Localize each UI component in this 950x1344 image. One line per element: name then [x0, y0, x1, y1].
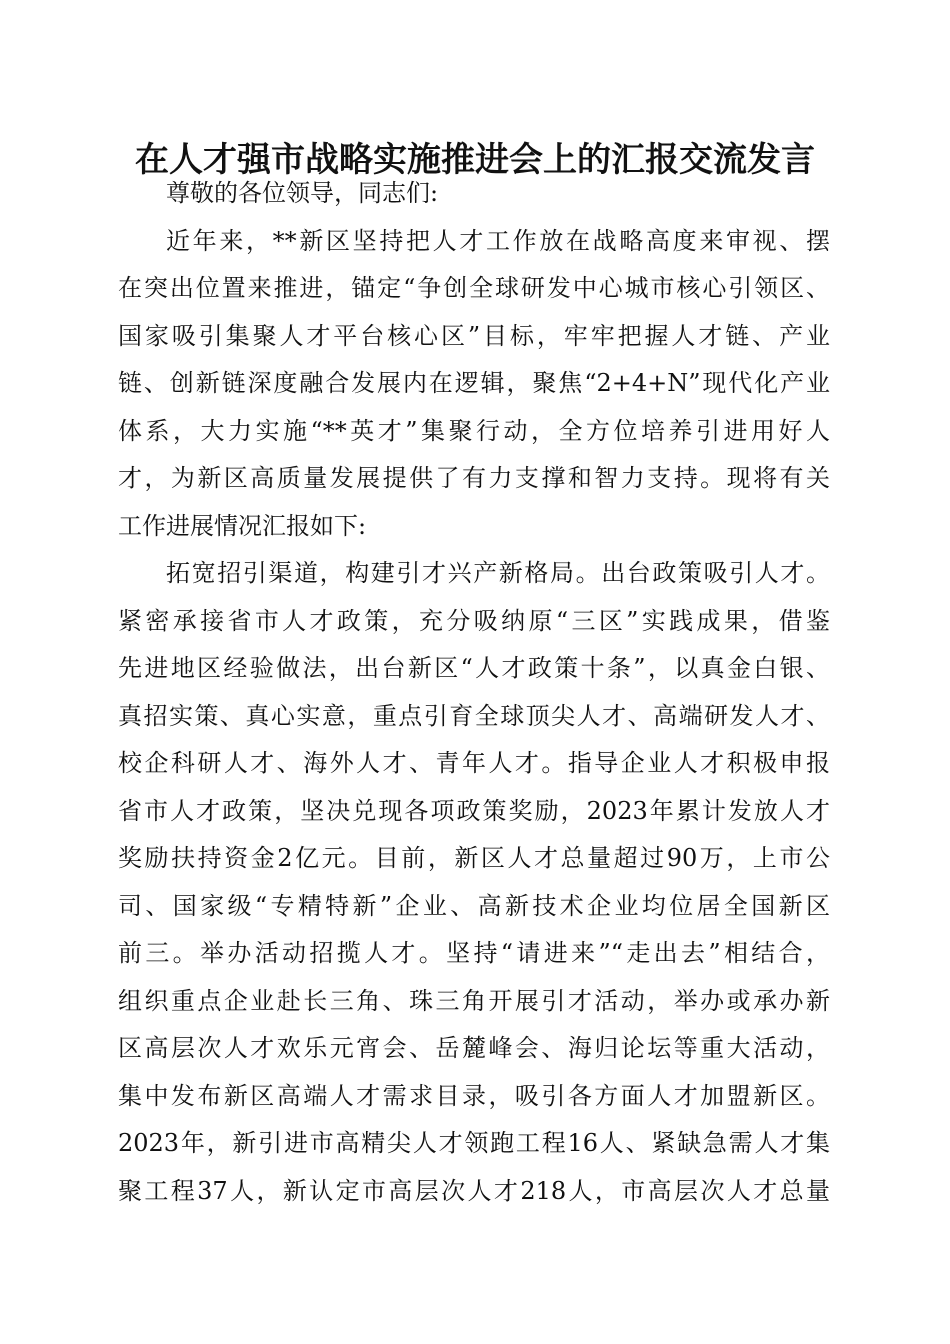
body-line: 司、国家级“专精特新”企业、高新技术企业均位居全国新区 [118, 891, 830, 920]
document-title: 在人才强市战略实施推进会上的汇报交流发言 [135, 140, 815, 180]
body-line: 工作进展情况汇报如下: [118, 511, 367, 540]
body-line: 链、创新链深度融合发展内在逻辑，聚焦“2+4+N”现代化产业 [118, 369, 830, 397]
body-line: 校企科研人才、海外人才、青年人才。指导企业人才积极申报 [118, 749, 830, 777]
body-line: 聚工程37人，新认定市高层次人才218人，市高层次人才总量 [118, 1176, 830, 1205]
body-line: 前三。举办活动招揽人才。坚持“请进来”“走出去”相结合， [118, 939, 830, 967]
body-line: 奖励扶持资金2亿元。目前，新区人才总量超过90万，上市公 [118, 844, 830, 872]
body-line: 紧密承接省市人才政策，充分吸纳原“三区”实践成果，借鉴 [118, 606, 830, 635]
body-line: 2023年，新引进市高精尖人才领跑工程16人、紧缺急需人才集 [118, 1129, 830, 1157]
body-line: 省市人才政策，坚决兑现各项政策奖励，2023年累计发放人才 [118, 796, 830, 825]
body-line: 体系，大力实施“**英才”集聚行动，全方位培养引进用好人 [118, 416, 830, 445]
body-line: 才，为新区高质量发展提供了有力支撑和智力支持。现将有关 [118, 464, 830, 492]
body-line: 区高层次人才欢乐元宵会、岳麓峰会、海归论坛等重大活动， [118, 1034, 830, 1062]
body-line: 真招实策、真心实意，重点引育全球顶尖人才、高端研发人才、 [118, 701, 830, 730]
body-line: 先进地区经验做法，出台新区“人才政策十条”，以真金白银、 [118, 654, 830, 682]
body-line: 在突出位置来推进，锚定“争创全球研发中心城市核心引领区、 [118, 274, 830, 302]
body-line: 集中发布新区高端人才需求目录，吸引各方面人才加盟新区。 [118, 1081, 830, 1110]
body-line: 国家吸引集聚人才平台核心区”目标，牢牢把握人才链、产业 [118, 321, 830, 350]
body-line: 拓宽招引渠道，构建引才兴产新格局。出台政策吸引人才。 [166, 559, 830, 587]
body-line: 组织重点企业赴长三角、珠三角开展引才活动，举办或承办新 [118, 986, 830, 1015]
document-body [118, 170, 830, 1215]
greeting-line: 尊敬的各位领导，同志们: [166, 179, 439, 207]
body-line: 近年来，**新区坚持把人才工作放在战略高度来审视、摆 [166, 226, 830, 255]
